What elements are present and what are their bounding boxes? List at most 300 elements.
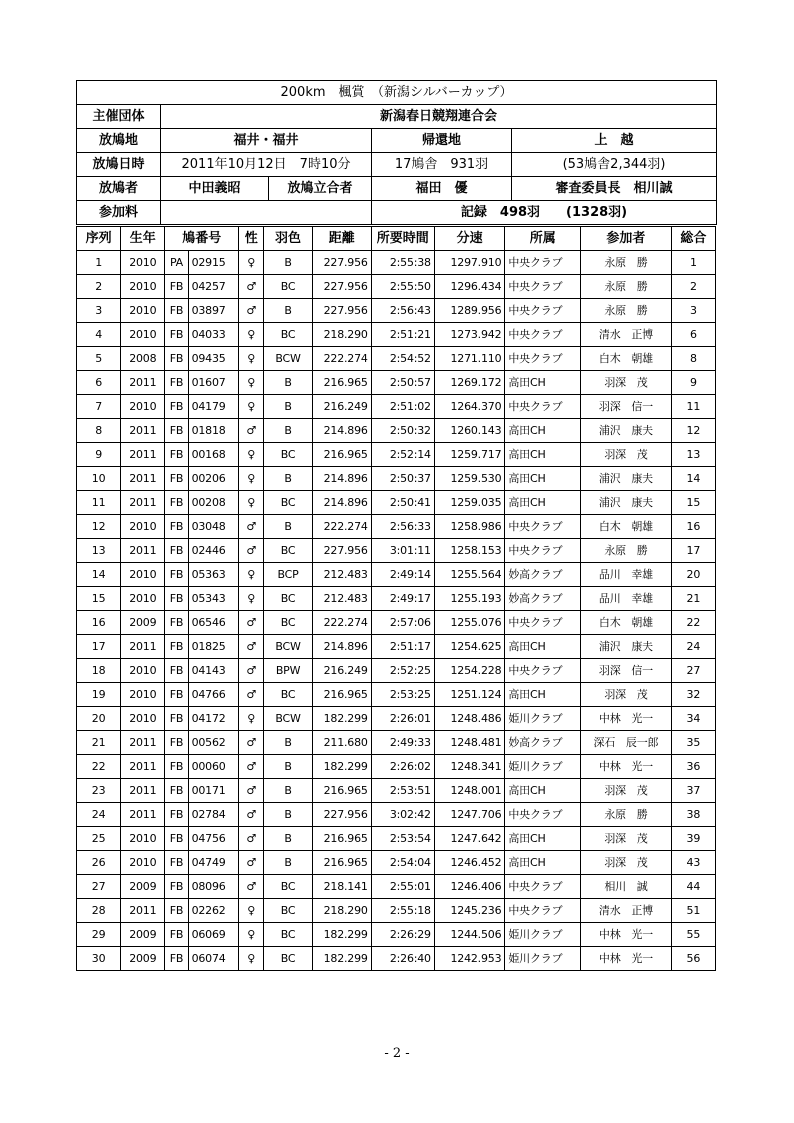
- year-cell: 2010: [121, 515, 165, 539]
- overall-cell: 35: [671, 731, 715, 755]
- overall-cell: 36: [671, 755, 715, 779]
- member-cell: 中林 光一: [581, 923, 672, 947]
- color-cell: BC: [264, 923, 312, 947]
- distance-cell: 218.290: [312, 323, 371, 347]
- results-table: [76, 226, 716, 971]
- time-cell: 2:51:02: [371, 395, 434, 419]
- sex-cell: ♂: [239, 731, 264, 755]
- sex-cell: ♂: [239, 755, 264, 779]
- club-cell: 中央クラブ: [505, 611, 581, 635]
- overall-cell: 22: [671, 611, 715, 635]
- year-cell: 2010: [121, 275, 165, 299]
- color-cell: BC: [264, 275, 312, 299]
- overall-cell: 11: [671, 395, 715, 419]
- time-cell: 2:51:21: [371, 323, 434, 347]
- ring-number-cell: 00562: [188, 731, 239, 755]
- table-row: [77, 443, 716, 467]
- ring-number-cell: 02262: [188, 899, 239, 923]
- rank-cell: 4: [77, 323, 121, 347]
- race-info-table: [76, 80, 717, 225]
- page-number: - 2 -: [384, 1046, 410, 1061]
- member-cell: 羽深 茂: [581, 851, 672, 875]
- ring-number-cell: 02915: [188, 251, 239, 275]
- releaser-value: 中田義昭: [161, 177, 269, 201]
- rank-cell: 21: [77, 731, 121, 755]
- ring-prefix-cell: FB: [165, 515, 188, 539]
- table-row: [77, 371, 716, 395]
- distance-cell: 216.965: [312, 371, 371, 395]
- club-cell: 中央クラブ: [505, 251, 581, 275]
- member-cell: 浦沢 康夫: [581, 419, 672, 443]
- return-site-value: 上 越: [512, 129, 717, 153]
- overall-cell: 8: [671, 347, 715, 371]
- rank-cell: 19: [77, 683, 121, 707]
- distance-cell: 227.956: [312, 803, 371, 827]
- overall-cell: 56: [671, 947, 715, 971]
- color-cell: BCW: [264, 347, 312, 371]
- time-cell: 2:53:25: [371, 683, 434, 707]
- club-cell: 中央クラブ: [505, 347, 581, 371]
- table-row: [77, 683, 716, 707]
- speed-cell: 1246.452: [434, 851, 505, 875]
- year-cell: 2011: [121, 731, 165, 755]
- table-row: [77, 659, 716, 683]
- speed-cell: 1264.370: [434, 395, 505, 419]
- sex-cell: ♂: [239, 275, 264, 299]
- ring-prefix-cell: FB: [165, 467, 188, 491]
- sex-cell: ♀: [239, 443, 264, 467]
- year-cell: 2011: [121, 803, 165, 827]
- distance-cell: 216.965: [312, 827, 371, 851]
- club-cell: 妙高クラブ: [505, 563, 581, 587]
- fee-label: 参加料: [77, 201, 161, 225]
- speed-cell: 1273.942: [434, 323, 505, 347]
- color-cell: BC: [264, 875, 312, 899]
- speed-cell: 1245.236: [434, 899, 505, 923]
- speed-cell: 1259.717: [434, 443, 505, 467]
- year-cell: 2010: [121, 659, 165, 683]
- col-color: 羽色: [264, 227, 312, 251]
- sex-cell: ♀: [239, 323, 264, 347]
- member-cell: 羽深 信一: [581, 395, 672, 419]
- speed-cell: 1254.625: [434, 635, 505, 659]
- ring-number-cell: 00171: [188, 779, 239, 803]
- distance-cell: 182.299: [312, 707, 371, 731]
- rank-cell: 16: [77, 611, 121, 635]
- ring-prefix-cell: FB: [165, 755, 188, 779]
- sex-cell: ♀: [239, 563, 264, 587]
- speed-cell: 1247.706: [434, 803, 505, 827]
- year-cell: 2011: [121, 419, 165, 443]
- member-cell: 永原 勝: [581, 803, 672, 827]
- speed-cell: 1248.341: [434, 755, 505, 779]
- member-cell: 永原 勝: [581, 539, 672, 563]
- overall-cell: 55: [671, 923, 715, 947]
- time-cell: 2:26:40: [371, 947, 434, 971]
- distance-cell: 222.274: [312, 611, 371, 635]
- distance-cell: 218.141: [312, 875, 371, 899]
- speed-cell: 1260.143: [434, 419, 505, 443]
- speed-cell: 1255.564: [434, 563, 505, 587]
- organizer-label: 主催団体: [77, 105, 161, 129]
- year-cell: 2010: [121, 827, 165, 851]
- ring-number-cell: 05363: [188, 563, 239, 587]
- lofts-birds-total: (53鳩舎2,344羽): [512, 153, 717, 177]
- ring-number-cell: 04756: [188, 827, 239, 851]
- color-cell: BCP: [264, 563, 312, 587]
- overall-cell: 12: [671, 419, 715, 443]
- year-cell: 2011: [121, 755, 165, 779]
- sex-cell: ♂: [239, 803, 264, 827]
- overall-cell: 14: [671, 467, 715, 491]
- rank-cell: 12: [77, 515, 121, 539]
- release-datetime-label: 放鳩日時: [77, 153, 161, 177]
- member-cell: 清水 正博: [581, 323, 672, 347]
- time-cell: 2:55:50: [371, 275, 434, 299]
- table-row: [77, 803, 716, 827]
- sex-cell: ♂: [239, 515, 264, 539]
- speed-cell: 1255.076: [434, 611, 505, 635]
- ring-prefix-cell: FB: [165, 491, 188, 515]
- sex-cell: ♂: [239, 683, 264, 707]
- distance-cell: 216.249: [312, 395, 371, 419]
- year-cell: 2011: [121, 539, 165, 563]
- time-cell: 2:53:51: [371, 779, 434, 803]
- member-cell: 羽深 茂: [581, 443, 672, 467]
- member-cell: 中林 光一: [581, 707, 672, 731]
- club-cell: 姫川クラブ: [505, 923, 581, 947]
- sex-cell: ♂: [239, 611, 264, 635]
- table-row: [77, 731, 716, 755]
- distance-cell: 227.956: [312, 275, 371, 299]
- releaser-label: 放鳩者: [77, 177, 161, 201]
- ring-prefix-cell: FB: [165, 683, 188, 707]
- time-cell: 2:26:29: [371, 923, 434, 947]
- rank-cell: 29: [77, 923, 121, 947]
- year-cell: 2010: [121, 851, 165, 875]
- overall-cell: 34: [671, 707, 715, 731]
- distance-cell: 216.965: [312, 443, 371, 467]
- overall-cell: 21: [671, 587, 715, 611]
- color-cell: BC: [264, 491, 312, 515]
- member-cell: 品川 幸雄: [581, 563, 672, 587]
- time-cell: 2:49:33: [371, 731, 434, 755]
- release-site-label: 放鳩地: [77, 129, 161, 153]
- overall-cell: 16: [671, 515, 715, 539]
- overall-cell: 43: [671, 851, 715, 875]
- return-site-label: 帰還地: [372, 129, 512, 153]
- table-row: [77, 395, 716, 419]
- member-cell: 白木 朝雄: [581, 347, 672, 371]
- distance-cell: 216.965: [312, 779, 371, 803]
- time-cell: 2:50:41: [371, 491, 434, 515]
- club-cell: 中央クラブ: [505, 803, 581, 827]
- speed-cell: 1248.486: [434, 707, 505, 731]
- overall-cell: 44: [671, 875, 715, 899]
- rank-cell: 17: [77, 635, 121, 659]
- speed-cell: 1255.193: [434, 587, 505, 611]
- rank-cell: 7: [77, 395, 121, 419]
- table-row: [77, 899, 716, 923]
- distance-cell: 222.274: [312, 515, 371, 539]
- time-cell: 2:55:38: [371, 251, 434, 275]
- rank-cell: 3: [77, 299, 121, 323]
- year-cell: 2010: [121, 395, 165, 419]
- speed-cell: 1246.406: [434, 875, 505, 899]
- distance-cell: 214.896: [312, 491, 371, 515]
- member-cell: 品川 幸雄: [581, 587, 672, 611]
- table-row: [77, 779, 716, 803]
- table-row: [77, 875, 716, 899]
- year-cell: 2011: [121, 635, 165, 659]
- ring-prefix-cell: FB: [165, 659, 188, 683]
- ring-number-cell: 04172: [188, 707, 239, 731]
- ring-prefix-cell: FB: [165, 443, 188, 467]
- club-cell: 中央クラブ: [505, 539, 581, 563]
- table-row: [77, 515, 716, 539]
- member-cell: 浦沢 康夫: [581, 491, 672, 515]
- member-cell: 白木 朝雄: [581, 515, 672, 539]
- time-cell: 2:52:25: [371, 659, 434, 683]
- ring-number-cell: 09435: [188, 347, 239, 371]
- color-cell: B: [264, 731, 312, 755]
- club-cell: 中央クラブ: [505, 299, 581, 323]
- club-cell: 高田CH: [505, 419, 581, 443]
- col-time: 所要時間: [371, 227, 434, 251]
- table-row: [77, 563, 716, 587]
- rank-cell: 28: [77, 899, 121, 923]
- time-cell: 2:57:06: [371, 611, 434, 635]
- distance-cell: 182.299: [312, 947, 371, 971]
- rank-cell: 22: [77, 755, 121, 779]
- sex-cell: ♂: [239, 827, 264, 851]
- time-cell: 3:02:42: [371, 803, 434, 827]
- sex-cell: ♂: [239, 635, 264, 659]
- member-cell: 羽深 信一: [581, 659, 672, 683]
- fee-value: [161, 201, 372, 225]
- color-cell: BC: [264, 443, 312, 467]
- rank-cell: 1: [77, 251, 121, 275]
- club-cell: 高田CH: [505, 371, 581, 395]
- rank-cell: 9: [77, 443, 121, 467]
- year-cell: 2009: [121, 947, 165, 971]
- release-site-value: 福井・福井: [161, 129, 372, 153]
- ring-number-cell: 05343: [188, 587, 239, 611]
- table-row: [77, 467, 716, 491]
- color-cell: BC: [264, 683, 312, 707]
- table-row: [77, 299, 716, 323]
- overall-cell: 13: [671, 443, 715, 467]
- ring-number-cell: 02446: [188, 539, 239, 563]
- club-cell: 中央クラブ: [505, 899, 581, 923]
- color-cell: BCW: [264, 635, 312, 659]
- time-cell: 2:54:04: [371, 851, 434, 875]
- col-speed: 分速: [434, 227, 505, 251]
- table-row: [77, 611, 716, 635]
- col-club: 所属: [505, 227, 581, 251]
- speed-cell: 1271.110: [434, 347, 505, 371]
- sex-cell: ♀: [239, 923, 264, 947]
- color-cell: BC: [264, 947, 312, 971]
- sex-cell: ♀: [239, 899, 264, 923]
- ring-number-cell: 01607: [188, 371, 239, 395]
- color-cell: BC: [264, 587, 312, 611]
- ring-prefix-cell: FB: [165, 539, 188, 563]
- sex-cell: ♀: [239, 947, 264, 971]
- member-cell: 永原 勝: [581, 251, 672, 275]
- table-row: [77, 275, 716, 299]
- year-cell: 2010: [121, 683, 165, 707]
- rank-cell: 18: [77, 659, 121, 683]
- member-cell: 深石 辰一郎: [581, 731, 672, 755]
- ring-prefix-cell: FB: [165, 347, 188, 371]
- time-cell: 2:49:17: [371, 587, 434, 611]
- distance-cell: 216.965: [312, 683, 371, 707]
- race-title: 200km 楓賞 （新潟シルバーカップ）: [77, 81, 717, 105]
- table-row: [77, 923, 716, 947]
- ring-number-cell: 01818: [188, 419, 239, 443]
- member-cell: 中林 光一: [581, 755, 672, 779]
- club-cell: 高田CH: [505, 443, 581, 467]
- rank-cell: 27: [77, 875, 121, 899]
- club-cell: 高田CH: [505, 467, 581, 491]
- year-cell: 2011: [121, 491, 165, 515]
- overall-cell: 3: [671, 299, 715, 323]
- time-cell: 2:50:37: [371, 467, 434, 491]
- color-cell: B: [264, 299, 312, 323]
- club-cell: 高田CH: [505, 779, 581, 803]
- ring-prefix-cell: FB: [165, 635, 188, 659]
- organizer-value: 新潟春日競翔連合会: [161, 105, 717, 129]
- time-cell: 2:26:01: [371, 707, 434, 731]
- time-cell: 2:50:32: [371, 419, 434, 443]
- year-cell: 2010: [121, 299, 165, 323]
- member-cell: 浦沢 康夫: [581, 467, 672, 491]
- color-cell: B: [264, 251, 312, 275]
- ring-number-cell: 06546: [188, 611, 239, 635]
- member-cell: 相川 誠: [581, 875, 672, 899]
- distance-cell: 211.680: [312, 731, 371, 755]
- rank-cell: 8: [77, 419, 121, 443]
- club-cell: 高田CH: [505, 635, 581, 659]
- club-cell: 中央クラブ: [505, 659, 581, 683]
- ring-number-cell: 04143: [188, 659, 239, 683]
- results-body: [77, 251, 716, 971]
- member-cell: 羽深 茂: [581, 779, 672, 803]
- col-rank: 序列: [77, 227, 121, 251]
- rank-cell: 30: [77, 947, 121, 971]
- year-cell: 2011: [121, 371, 165, 395]
- distance-cell: 216.965: [312, 851, 371, 875]
- overall-cell: 39: [671, 827, 715, 851]
- club-cell: 中央クラブ: [505, 275, 581, 299]
- club-cell: 妙高クラブ: [505, 587, 581, 611]
- ring-prefix-cell: FB: [165, 371, 188, 395]
- ring-number-cell: 04749: [188, 851, 239, 875]
- distance-cell: 212.483: [312, 587, 371, 611]
- overall-cell: 2: [671, 275, 715, 299]
- overall-cell: 15: [671, 491, 715, 515]
- distance-cell: 214.896: [312, 467, 371, 491]
- club-cell: 高田CH: [505, 683, 581, 707]
- speed-cell: 1244.506: [434, 923, 505, 947]
- ring-number-cell: 00208: [188, 491, 239, 515]
- speed-cell: 1242.953: [434, 947, 505, 971]
- time-cell: 2:49:14: [371, 563, 434, 587]
- year-cell: 2009: [121, 611, 165, 635]
- color-cell: B: [264, 827, 312, 851]
- year-cell: 2010: [121, 707, 165, 731]
- year-cell: 2009: [121, 923, 165, 947]
- ring-prefix-cell: FB: [165, 875, 188, 899]
- ring-number-cell: 06069: [188, 923, 239, 947]
- distance-cell: 222.274: [312, 347, 371, 371]
- color-cell: BCW: [264, 707, 312, 731]
- speed-cell: 1248.481: [434, 731, 505, 755]
- club-cell: 中央クラブ: [505, 395, 581, 419]
- ring-number-cell: 02784: [188, 803, 239, 827]
- member-cell: 羽深 茂: [581, 371, 672, 395]
- time-cell: 3:01:11: [371, 539, 434, 563]
- color-cell: BC: [264, 539, 312, 563]
- color-cell: B: [264, 755, 312, 779]
- rank-cell: 23: [77, 779, 121, 803]
- member-cell: 永原 勝: [581, 275, 672, 299]
- distance-cell: 227.956: [312, 299, 371, 323]
- rank-cell: 20: [77, 707, 121, 731]
- speed-cell: 1248.001: [434, 779, 505, 803]
- ring-number-cell: 08096: [188, 875, 239, 899]
- witness-value: 福田 優: [372, 177, 512, 201]
- color-cell: BPW: [264, 659, 312, 683]
- club-cell: 姫川クラブ: [505, 707, 581, 731]
- club-cell: 妙高クラブ: [505, 731, 581, 755]
- speed-cell: 1259.035: [434, 491, 505, 515]
- time-cell: 2:55:01: [371, 875, 434, 899]
- color-cell: B: [264, 467, 312, 491]
- time-cell: 2:26:02: [371, 755, 434, 779]
- rank-cell: 25: [77, 827, 121, 851]
- rank-cell: 26: [77, 851, 121, 875]
- year-cell: 2011: [121, 467, 165, 491]
- speed-cell: 1247.642: [434, 827, 505, 851]
- sex-cell: ♀: [239, 467, 264, 491]
- speed-cell: 1251.124: [434, 683, 505, 707]
- time-cell: 2:56:33: [371, 515, 434, 539]
- ring-number-cell: 06074: [188, 947, 239, 971]
- member-cell: 浦沢 康夫: [581, 635, 672, 659]
- col-distance: 距離: [312, 227, 371, 251]
- ring-prefix-cell: FB: [165, 779, 188, 803]
- color-cell: BC: [264, 323, 312, 347]
- distance-cell: 227.956: [312, 251, 371, 275]
- member-cell: 清水 正博: [581, 899, 672, 923]
- table-row: [77, 851, 716, 875]
- club-cell: 姫川クラブ: [505, 755, 581, 779]
- col-overall: 総合: [671, 227, 715, 251]
- table-row: [77, 347, 716, 371]
- overall-cell: 9: [671, 371, 715, 395]
- table-row: [77, 587, 716, 611]
- ring-number-cell: 04033: [188, 323, 239, 347]
- color-cell: B: [264, 803, 312, 827]
- col-year: 生年: [121, 227, 165, 251]
- time-cell: 2:54:52: [371, 347, 434, 371]
- sex-cell: ♀: [239, 587, 264, 611]
- ring-prefix-cell: FB: [165, 587, 188, 611]
- col-member: 参加者: [581, 227, 672, 251]
- ring-prefix-cell: FB: [165, 563, 188, 587]
